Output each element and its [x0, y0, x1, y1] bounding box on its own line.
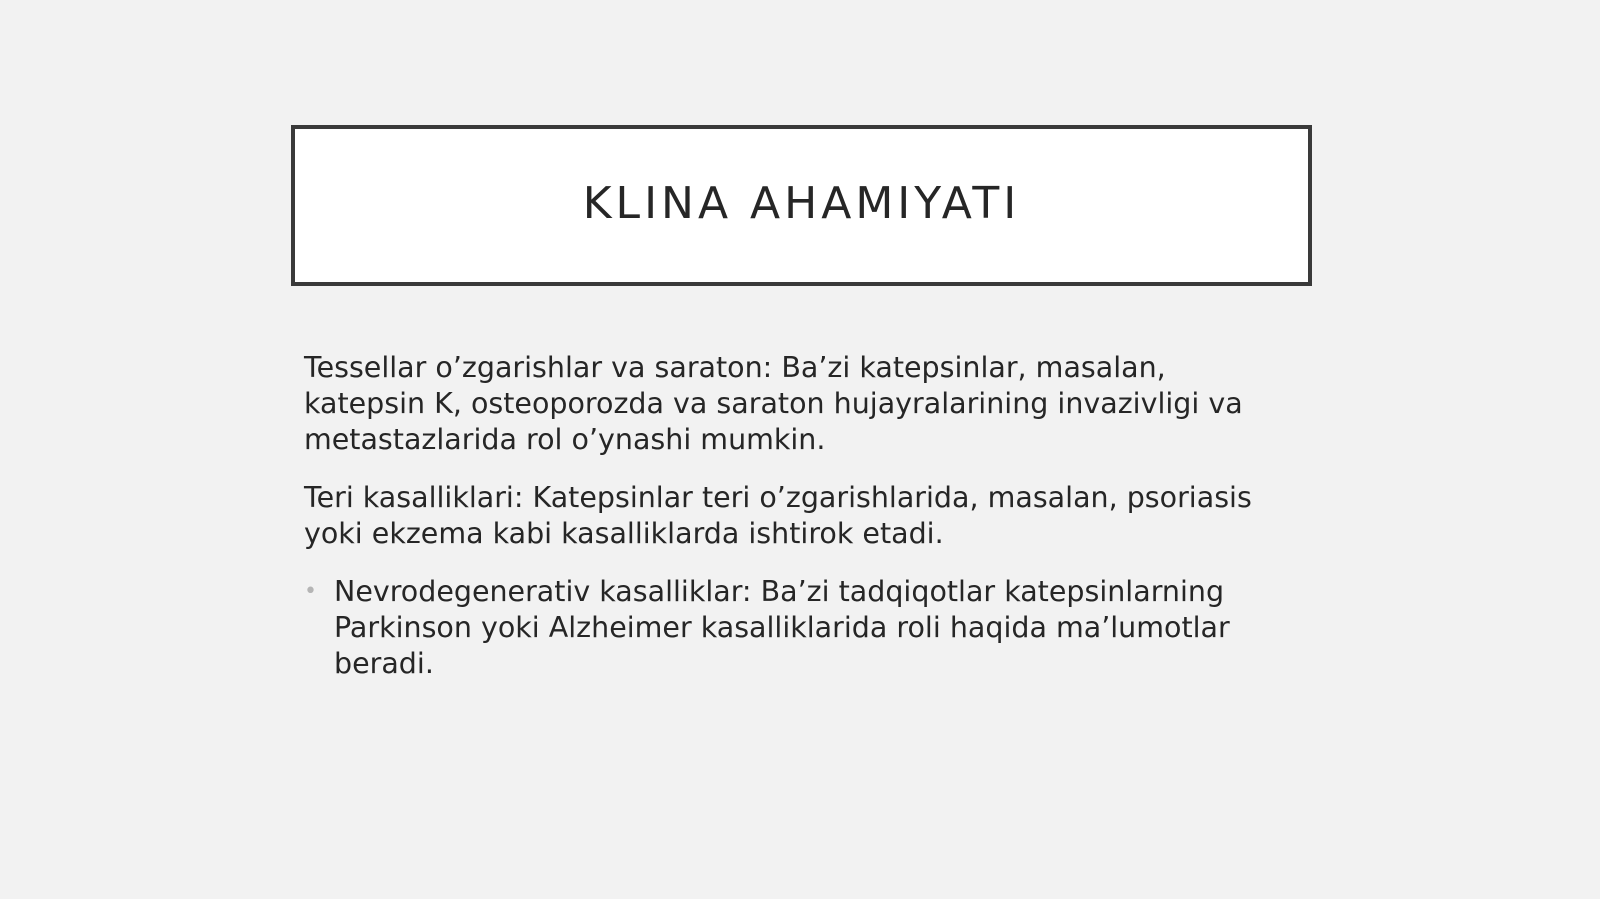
slide-body — [304, 350, 1284, 682]
paragraph-skin-diseases: Teri kasalliklari: Katepsinlar teri o’zgarishlarida, masalan, psoriasis yoki ekzema kabi kasalliklarda ishtirok etadi. — [304, 481, 1252, 550]
paragraph-cancer: Tessellar o’zgarishlar va saraton: Ba’zi katepsinlar, masalan, katepsin K, osteoporozda va saraton hujayralarining invazivligi va metastazlarida rol o’ynashi mumkin. — [304, 351, 1243, 456]
bullet-dot-icon: • — [304, 579, 317, 604]
list-item — [304, 574, 1284, 682]
slide-title: KLINA AHAMIYATI — [582, 178, 1021, 229]
bullet-neurodegenerative: Nevrodegenerativ kasalliklar: Ba’zi tadqiqotlar katepsinlarning Parkinson yoki Alzheimer kasalliklarida roli haqida ma’lumotlar beradi. — [334, 575, 1230, 680]
title-box — [291, 125, 1312, 286]
